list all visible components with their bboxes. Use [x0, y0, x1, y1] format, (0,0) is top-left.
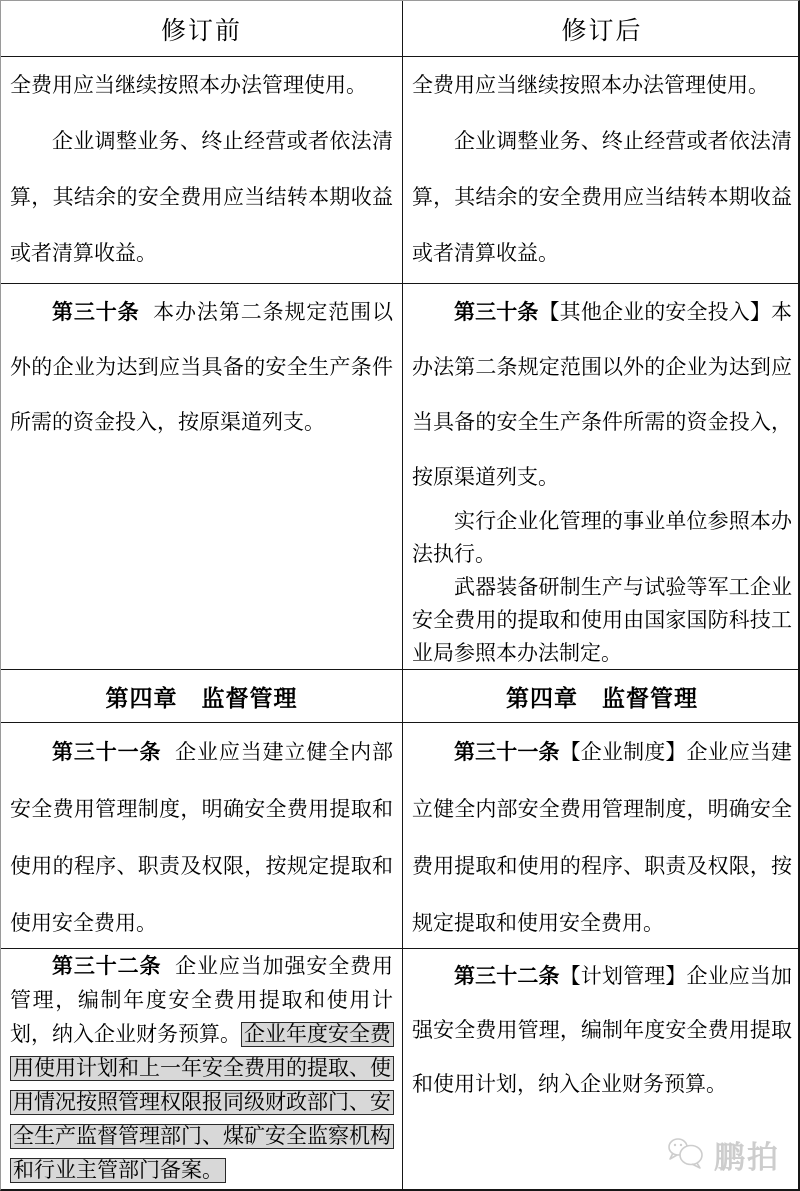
watermark-label: 鹏拍 — [714, 1140, 780, 1175]
paragraph — [10, 950, 393, 1188]
article-number: 第三十条 — [52, 301, 140, 324]
cell-before-article-31 — [1, 723, 403, 949]
article-text: 企业应当建立健全内部安全费用管理制度，明确安全费用提取和使用的程序、职责及权限，按规定提取和使用安全费用。 — [412, 741, 793, 935]
chapter-heading-before — [1, 670, 403, 723]
chapter-heading-after — [403, 670, 800, 723]
paragraph: 全费用应当继续按照本办法管理使用。 — [10, 74, 367, 97]
paragraph: 实行企业化管理的事业单位参照本办法执行。 — [412, 510, 792, 566]
cell-after-article-30 — [403, 284, 800, 670]
article-text: 本办法第二条规定范围以外的企业为达到应当具备的安全生产条件所需的资金投入，按原渠道列支。 — [412, 301, 793, 489]
cell-before-article-32 — [1, 949, 403, 1191]
paragraph — [10, 724, 393, 949]
cell-before-carryover-clause — [1, 57, 403, 284]
header-label-before: 修订前 — [160, 16, 242, 45]
paragraph — [10, 285, 393, 450]
article-number: 第三十二条 — [454, 965, 560, 988]
article-text: 企业应当加强安全费用管理，编制年度安全费用提取和使用计划，纳入企业财务预算。 — [412, 965, 793, 1096]
paragraph: 全费用应当继续按照本办法管理使用。 — [412, 74, 769, 97]
paragraph: 武器装备研制生产与试验等军工企业安全费用的提取和使用由国家国防科技工业局参照本办法制定。 — [412, 576, 792, 665]
header-cell-before — [1, 1, 403, 57]
header-label-after: 修订后 — [561, 16, 643, 45]
article-number: 第三十一条 — [52, 741, 162, 764]
article-title-bracket: 【计划管理】 — [559, 965, 687, 988]
paragraph — [412, 724, 792, 949]
cell-after-article-32 — [403, 949, 800, 1191]
article-title-bracket: 【其他企业的安全投入】 — [538, 301, 772, 324]
chapter-heading-label: 第四章 监督管理 — [506, 684, 698, 711]
highlighted-deleted-text: 企业年度安全费用使用计划和上一年安全费用的提取、使用情况按照管理权限报同级财政部门、安全生产监督管理部门、煤矿安全监察机构和行业主管部门备案。 — [10, 1022, 394, 1183]
paragraph — [412, 950, 792, 1112]
article-number: 第三十一条 — [454, 741, 560, 764]
paragraph: 企业调整业务、终止经营或者依法清算，其结余的安全费用应当结转本期收益或者清算收益。 — [412, 130, 792, 265]
cell-after-article-31 — [403, 723, 800, 949]
chapter-heading-label: 第四章 监督管理 — [105, 684, 298, 711]
header-cell-after — [403, 1, 800, 57]
cell-after-carryover-clause — [403, 57, 800, 284]
paragraph: 企业调整业务、终止经营或者依法清算，其结余的安全费用应当结转本期收益或者清算收益。 — [10, 130, 393, 265]
article-text: 企业应当加强安全费用管理，编制年度安全费用提取和使用计划，纳入企业财务预算。 — [10, 955, 394, 1046]
article-number: 第三十条 — [454, 301, 539, 324]
article-title-bracket: 【企业制度】 — [559, 741, 687, 764]
cell-before-article-30 — [1, 284, 403, 670]
article-text: 本办法第二条规定范围以外的企业为达到应当具备的安全生产条件所需的资金投入，按原渠道列支。 — [10, 301, 393, 434]
article-number: 第三十二条 — [52, 955, 162, 978]
article-text: 企业应当建立健全内部安全费用管理制度，明确安全费用提取和使用的程序、职责及权限，按规定提取和使用安全费用。 — [10, 741, 394, 935]
paragraph — [412, 285, 792, 505]
